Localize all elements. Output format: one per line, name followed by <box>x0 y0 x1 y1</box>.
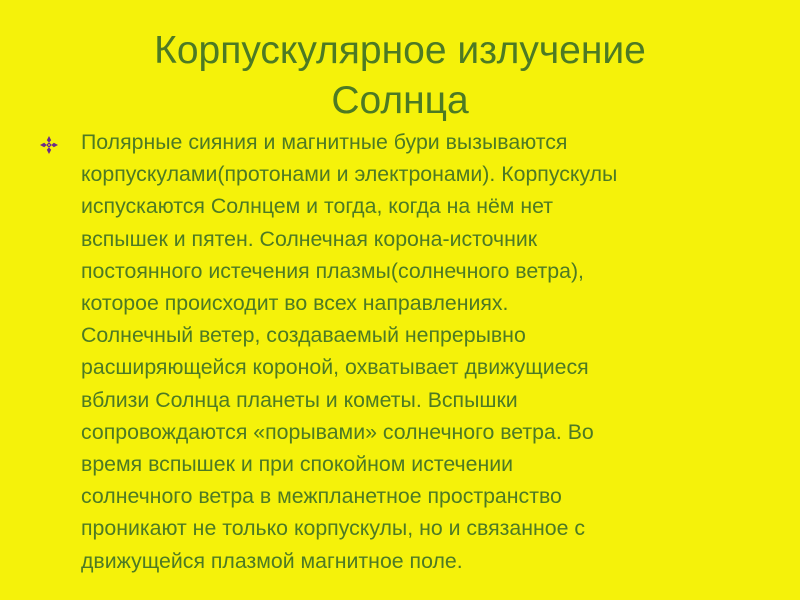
bullet-text-line: движущейся плазмой магнитное поле. <box>81 548 463 573</box>
bullet-text <box>81 126 741 577</box>
bullet-text-line: которое происходит во всех направлениях. <box>81 291 509 316</box>
bullet-text-line: испускаются Солнцем и тогда, когда на нём нет <box>81 194 554 219</box>
bullet-text-line: время вспышек и при спокойном истечении <box>81 452 514 477</box>
bullet-text-line: постоянного истечения плазмы(солнечного ветра), <box>81 258 584 283</box>
bullet-text-line: расширяющейся короной, охватывает движущиеся <box>81 355 589 380</box>
slide-title-line: Корпускулярное излучение <box>154 29 646 72</box>
bullet-text-line: вспышек и пятен. Солнечная корона-источник <box>81 226 538 251</box>
slide-title <box>60 26 740 126</box>
bullet-text-line: вблизи Солнца планеты и кометы. Вспышки <box>81 387 518 412</box>
bullet-text-line: Солнечный ветер, создаваемый непрерывно <box>81 323 526 348</box>
bullet-text-line: сопровождаются «порывами» солнечного ветра. Во <box>81 419 594 444</box>
bullet-text-line: корпускулами(протонами и электронами). Корпускулы <box>81 162 618 187</box>
diamond-fleur-bullet-icon <box>40 136 58 154</box>
bullet-text-line: солнечного ветра в межпланетное пространство <box>81 484 562 509</box>
bullet-text-line: проникают не только корпускулы, но и связанное с <box>81 516 586 541</box>
bullet-text-line: Полярные сияния и магнитные бури вызываются <box>81 130 568 154</box>
slide-title-line: Солнца <box>331 79 469 122</box>
